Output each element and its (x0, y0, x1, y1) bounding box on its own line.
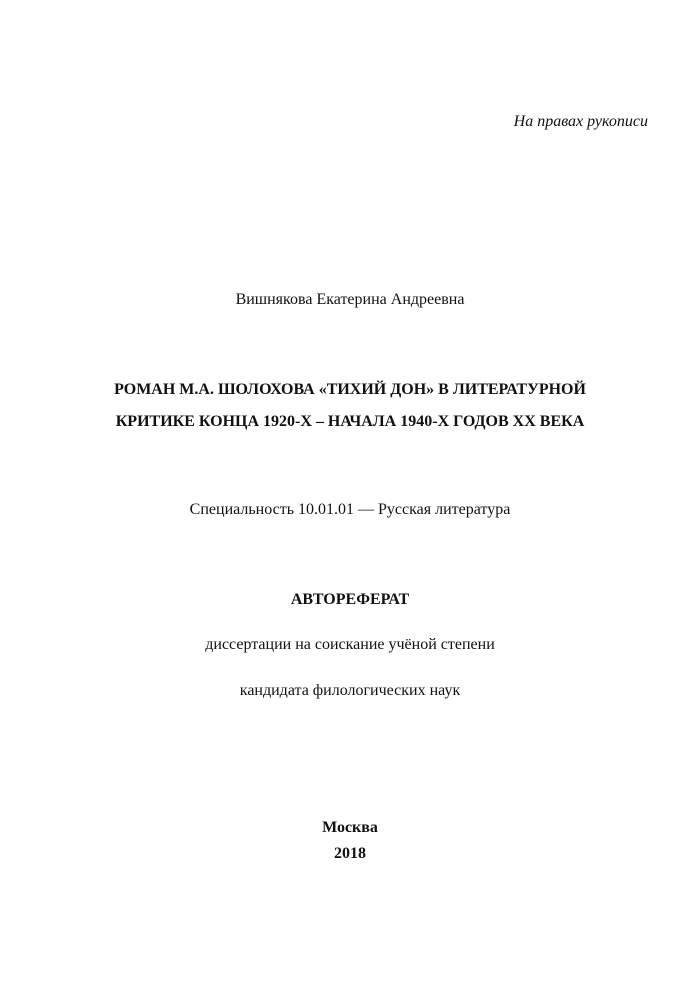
degree-line-1: диссертации на соискание учёной степени (205, 636, 495, 653)
manuscript-rights-note: На правах рукописи (513, 113, 648, 130)
title-line-1: РОМАН М.А. ШОЛОХОВА «ТИХИЙ ДОН» В ЛИТЕРАТУРНОЙ (114, 381, 586, 398)
city: Москва (322, 819, 378, 836)
specialty-text: Специальность 10.01.01 — Русская литература (189, 501, 511, 518)
abstract-heading: АВТОРЕФЕРАТ (290, 591, 410, 608)
degree-line-2: кандидата филологических наук (239, 682, 461, 699)
author-name: Вишнякова Екатерина Андреевна (235, 291, 465, 308)
title-line-2: КРИТИКЕ КОНЦА 1920-Х – НАЧАЛА 1940-Х ГОДОВ XX ВЕКА (115, 413, 585, 430)
year: 2018 (334, 845, 366, 862)
